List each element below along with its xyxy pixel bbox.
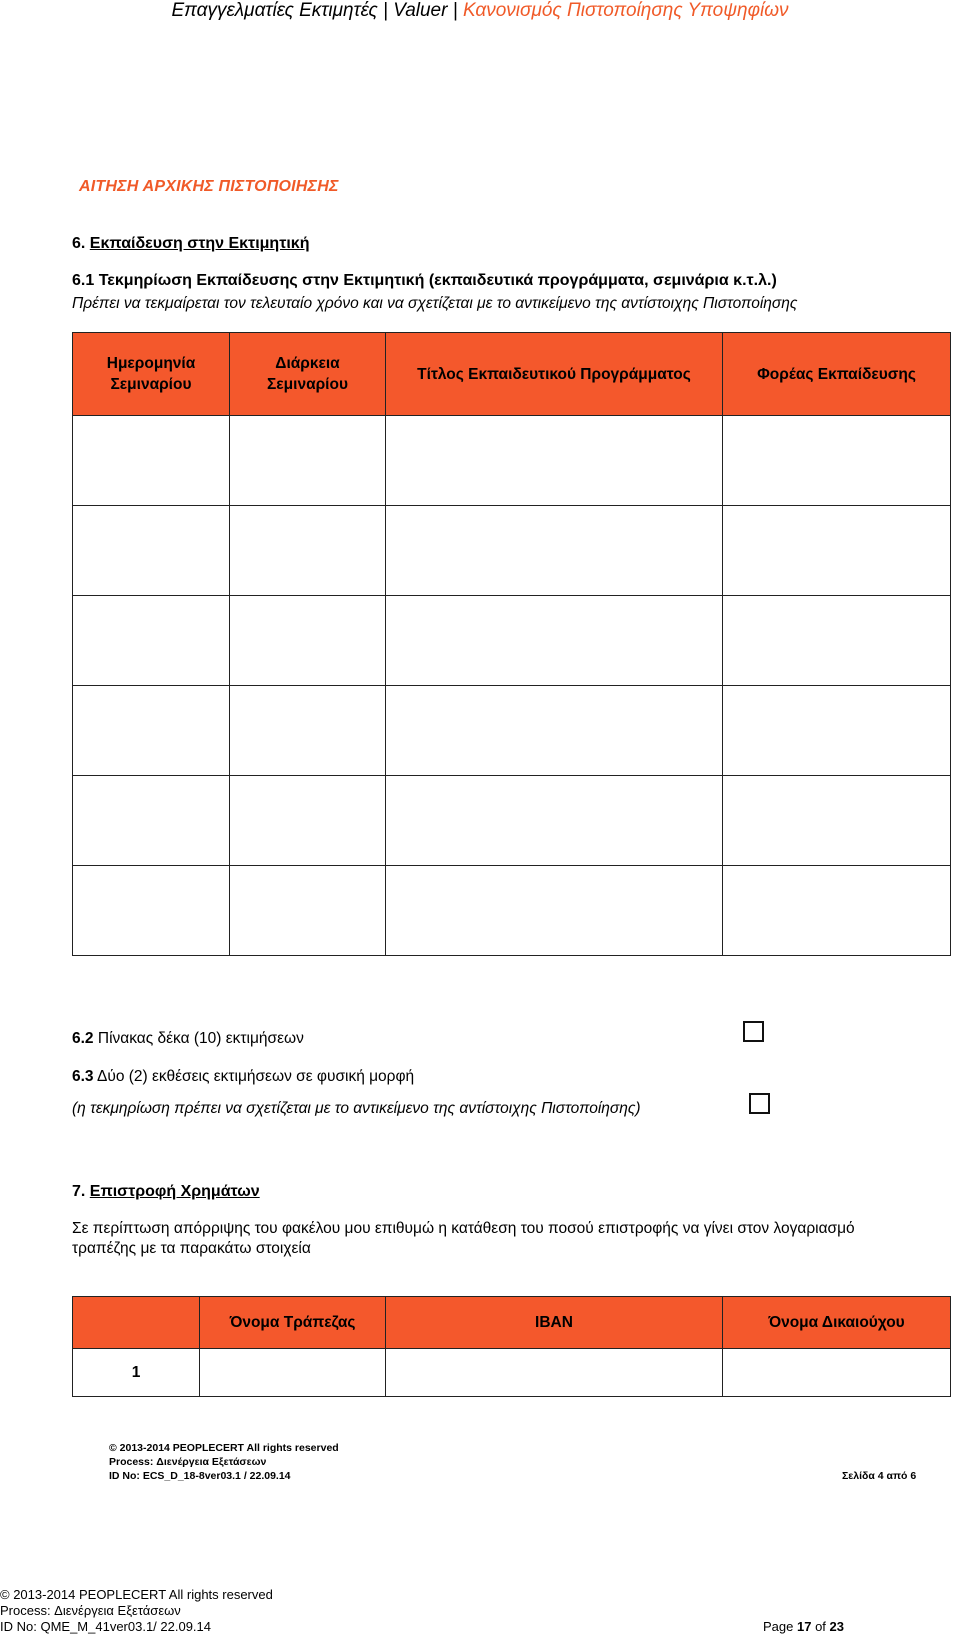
- page-number: [763, 1619, 844, 1635]
- cell-duration[interactable]: [230, 506, 386, 596]
- inner-footer-page: Σελίδα 4 από 6: [842, 1470, 917, 1482]
- header-part2: Κανονισμός Πιστοποίησης Υποψηφίων: [462, 0, 789, 21]
- item-6-3: [72, 1068, 414, 1086]
- column-header-bank-name: Όνομα Τράπεζας: [200, 1297, 386, 1349]
- column-header-program-title: Τίτλος Εκπαιδευτικού Προγράμματος: [386, 333, 723, 416]
- cell-provider[interactable]: [723, 866, 951, 956]
- table-row: [73, 686, 951, 776]
- column-header-provider: Φορέας Εκπαίδευσης: [723, 333, 951, 416]
- page-number-total: 23: [829, 1619, 844, 1634]
- cell-date[interactable]: [73, 506, 230, 596]
- table-row: [73, 866, 951, 956]
- table-row: [73, 776, 951, 866]
- column-header-index: [73, 1297, 200, 1349]
- inner-footer: [109, 1441, 339, 1483]
- cell-provider[interactable]: [723, 776, 951, 866]
- page-number-prefix: Page: [763, 1619, 797, 1634]
- section-6-number: 6.: [72, 235, 86, 252]
- cell-duration[interactable]: [230, 686, 386, 776]
- cell-program-title[interactable]: [386, 866, 723, 956]
- table-row: [73, 416, 951, 506]
- cell-provider[interactable]: [723, 416, 951, 506]
- bank-table-header-row: [73, 1297, 951, 1349]
- inner-footer-copyright: © 2013-2014 PEOPLECERT All rights reserved: [109, 1442, 339, 1454]
- cell-program-title[interactable]: [386, 686, 723, 776]
- item-6-3-text: Δύο (2) εκθέσεις εκτιμήσεων σε φυσική μορφή: [93, 1068, 415, 1085]
- cell-program-title[interactable]: [386, 596, 723, 686]
- subsection-6-1-note: Πρέπει να τεκμαίρεται τον τελευταίο χρόνο και να σχετίζεται με το αντικείμενο της αντίστοιχης Πιστοποίησης: [72, 295, 798, 312]
- cell-iban[interactable]: [386, 1349, 723, 1397]
- column-header-beneficiary: Όνομα Δικαιούχου: [723, 1297, 951, 1349]
- cell-row-index: 1: [73, 1349, 200, 1397]
- page-number-mid: of: [811, 1619, 830, 1634]
- page-number-current: 17: [796, 1619, 812, 1634]
- item-6-2-checkbox[interactable]: [743, 1021, 764, 1042]
- cell-program-title[interactable]: [386, 776, 723, 866]
- item-6-2-number: 6.2: [72, 1030, 94, 1047]
- column-header-date-line1: Ημερομηνία: [106, 355, 196, 372]
- subsection-6-1-title: 6.1 Τεκμηρίωση Εκπαίδευσης στην Εκτιμητική (εκπαιδευτικά προγράμματα, σεμινάρια κ.τ.λ.): [72, 272, 777, 289]
- cell-program-title[interactable]: [386, 506, 723, 596]
- education-table-header-row: [73, 333, 951, 416]
- application-title: ΑΙΤΗΣΗ ΑΡΧΙΚΗΣ ΠΙΣΤΟΠΟΙΗΣΗΣ: [79, 178, 339, 195]
- item-6-2-text: Πίνακας δέκα (10) εκτιμήσεων: [93, 1030, 304, 1047]
- cell-date[interactable]: [73, 776, 230, 866]
- section-7-number: 7.: [72, 1183, 86, 1200]
- section-6-title: Εκπαίδευση στην Εκτιμητική: [89, 235, 310, 252]
- cell-beneficiary[interactable]: [723, 1349, 951, 1397]
- item-6-3-note: (η τεκμηρίωση πρέπει να σχετίζεται με το αντικείμενο της αντίστοιχης Πιστοποίησης): [72, 1100, 641, 1117]
- cell-program-title[interactable]: [386, 416, 723, 506]
- cell-bank-name[interactable]: [200, 1349, 386, 1397]
- education-table: [72, 332, 951, 956]
- page-footer-id: ID No: QME_M_41ver03.1/ 22.09.14: [0, 1619, 212, 1634]
- cell-date[interactable]: [73, 866, 230, 956]
- bank-table: [72, 1296, 951, 1397]
- cell-provider[interactable]: [723, 596, 951, 686]
- cell-duration[interactable]: [230, 416, 386, 506]
- item-6-3-number: 6.3: [72, 1068, 94, 1085]
- cell-date[interactable]: [73, 416, 230, 506]
- table-row: [73, 1349, 951, 1397]
- table-row: [73, 506, 951, 596]
- section-7-heading: [72, 1183, 260, 1201]
- column-header-date: [73, 333, 230, 416]
- page-footer-process: Process: Διενέργεια Εξετάσεων: [0, 1603, 181, 1618]
- running-header: [0, 0, 960, 22]
- cell-duration[interactable]: [230, 776, 386, 866]
- inner-footer-process: Process: Διενέργεια Εξετάσεων: [109, 1456, 267, 1468]
- page-footer: [0, 1587, 273, 1635]
- column-header-duration-line1: Διάρκεια: [275, 355, 340, 372]
- cell-duration[interactable]: [230, 596, 386, 686]
- section-7-text-line2: τραπέζης με τα παρακάτω στοιχεία: [72, 1240, 311, 1257]
- table-row: [73, 596, 951, 686]
- page-footer-copyright: © 2013-2014 PEOPLECERT All rights reserved: [0, 1587, 273, 1602]
- column-header-duration-line2: Σεμιναρίου: [267, 376, 348, 393]
- column-header-duration: [230, 333, 386, 416]
- item-6-3-checkbox[interactable]: [749, 1093, 770, 1114]
- cell-date[interactable]: [73, 596, 230, 686]
- section-7-text-line1: Σε περίπτωση απόρριψης του φακέλου μου επιθυμώ η κατάθεση του ποσού επιστροφής να γίνει στον λογαριασμό: [72, 1220, 855, 1237]
- cell-duration[interactable]: [230, 866, 386, 956]
- cell-provider[interactable]: [723, 506, 951, 596]
- cell-provider[interactable]: [723, 686, 951, 776]
- header-part1: Επαγγελματίες Εκτιμητές | Valuer |: [171, 0, 463, 21]
- cell-date[interactable]: [73, 686, 230, 776]
- item-6-2: [72, 1030, 304, 1048]
- section-6-heading: [72, 235, 309, 253]
- section-7-title: Επιστροφή Χρημάτων: [89, 1183, 260, 1200]
- column-header-iban: IBAN: [386, 1297, 723, 1349]
- inner-footer-id: ID No: ECS_D_18-8ver03.1 / 22.09.14: [109, 1470, 291, 1482]
- column-header-date-line2: Σεμιναρίου: [110, 376, 192, 393]
